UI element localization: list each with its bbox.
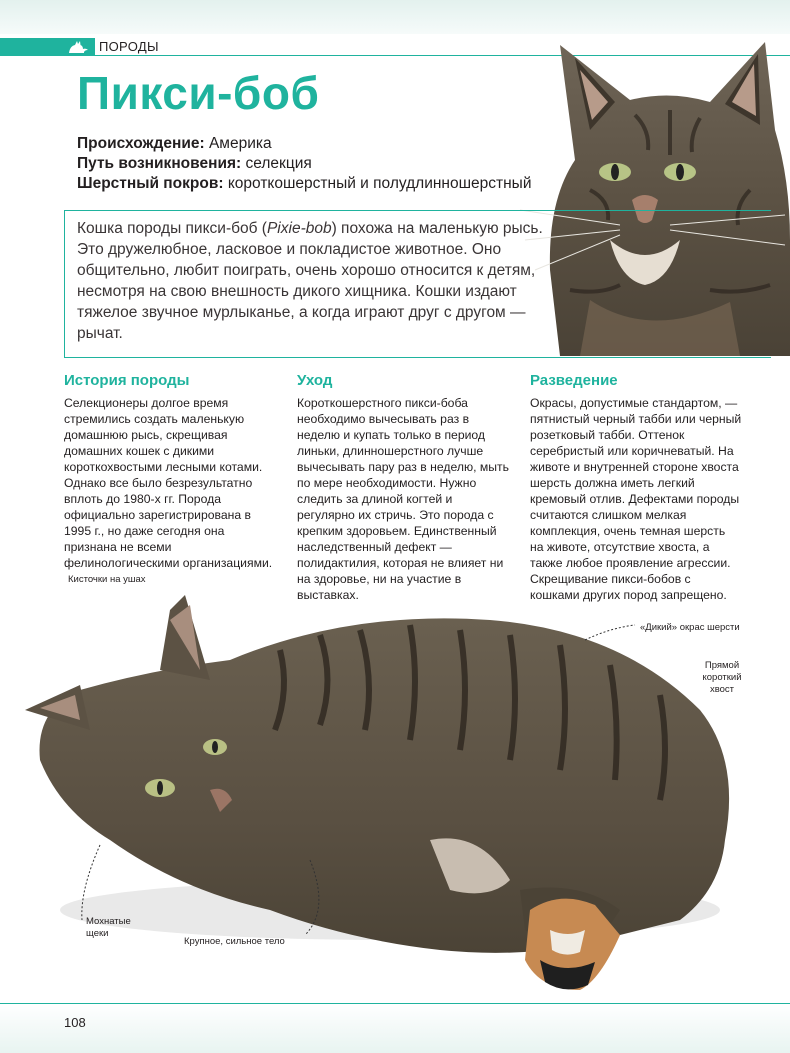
history-text: Селекционеры долгое время стремились создать маленькую домашнюю рысь, скрещивая домашних кошек с дикими короткохвостыми лесными котами. Однако все было безрезультатно вплоть до 1980-х гг. Порода официально зарегистрирована в 1995 г., но даже сегодня она признана не всеми фелинологическими организациями.	[64, 396, 273, 570]
care-heading: Уход	[297, 372, 333, 389]
intro-text: Кошка породы пикси-боб (Pixie-bob) похожа на маленькую рысь. Это дружелюбное, ласковое и покладистое животное. Оно общительно, любит поиграть, очень хорошо относится к детям, несмотря на свою внешность дикого хищника. Кошки издают тяжелое звучное мурлыканье, а когда играют друг с другом — рычат.	[77, 220, 543, 342]
section-tab	[0, 38, 95, 56]
label-cheeks: Мохнатые щеки	[86, 916, 131, 939]
history-heading: История породы	[64, 372, 190, 389]
top-band	[0, 0, 790, 34]
breeding-heading: Разведение	[530, 372, 618, 389]
intro-box	[64, 210, 771, 358]
footer-band	[0, 1004, 790, 1053]
care-column	[297, 372, 509, 603]
fact-breeding-method: Путь возникновения: селекция	[77, 155, 312, 172]
page-number: 108	[64, 1015, 86, 1030]
label-wild-coat: «Дикий» окрас шерсти	[640, 622, 740, 633]
page-title: Пикси-боб	[77, 67, 320, 119]
fact-origin: Происхождение: Америка	[77, 135, 272, 152]
label-tail: Прямой короткий хвост	[702, 660, 742, 695]
label-body: Крупное, сильное тело	[184, 936, 285, 947]
label-ear-tufts: Кисточки на ушах	[68, 574, 146, 585]
care-text: Короткошерстного пикси-боба необходимо вычесывать раз в неделю и купать только в период линьки, длинношерстного лучше вычесывать пару раз в неделю, мыть по мере необходимости. Нужно следить за длиной когтей и регулярно их стричь. Это порода с крепким здоровьем. Единственный наследственный дефект — полидактилия, которая не влияет ни на здоровье, ни на участие в выставках.	[297, 396, 509, 602]
breeding-column	[530, 372, 742, 603]
history-column	[64, 372, 276, 571]
section-label: ПОРОДЫ	[99, 39, 159, 54]
cat-silhouette-icon	[67, 40, 89, 54]
fact-coat: Шерстный покров: короткошерстный и полудлинношерстный	[77, 175, 532, 192]
breed-facts	[77, 134, 531, 194]
lying-cat-image	[20, 590, 750, 1010]
breeding-text: Окрасы, допустимые стандартом, — пятнистый черный табби или черный розетковый табби. Оттенок серебристый или коричневатый. На животе и внутренней стороне хвоста шерсть должна иметь легкий кремовый отлив. Дефектами породы считаются слишком мелкая комплекция, очень темная шерсть на животе, отсутствие хвоста, а также любое проявление агрессии. Скрещивание пикси-бобов с кошками других пород запрещено.	[530, 396, 742, 602]
